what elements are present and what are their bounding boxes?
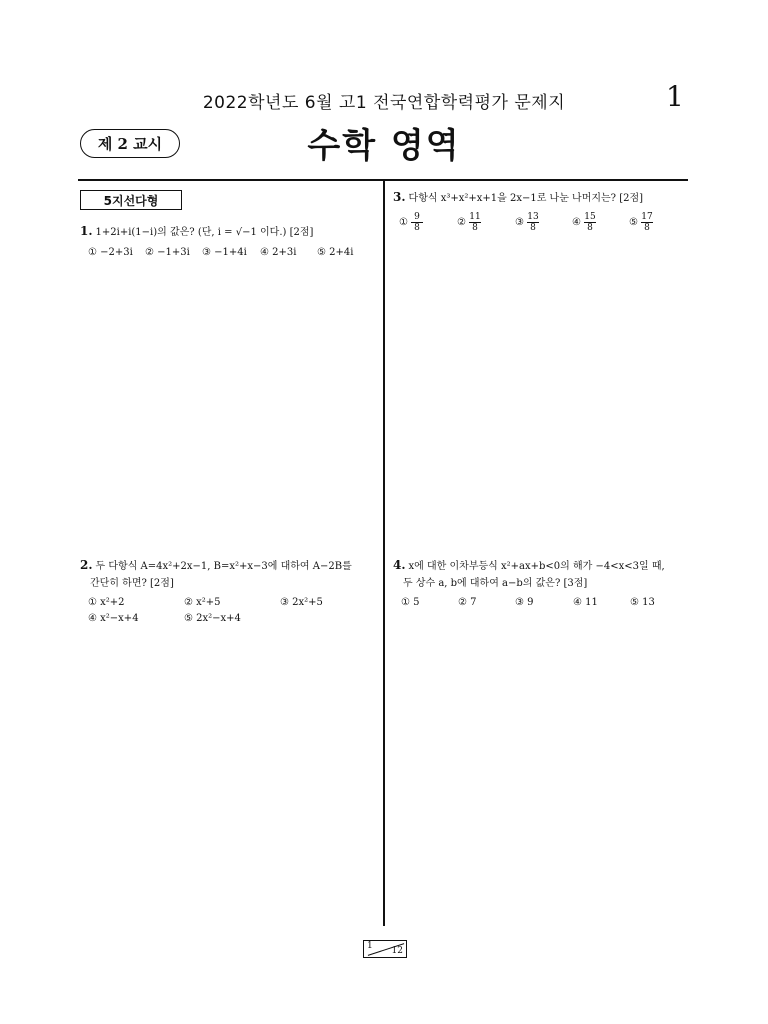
period-badge: 제 2 교시 xyxy=(80,129,180,158)
question-text: 다항식 x³+x²+x+1을 2x−1로 나눈 나머지는? [2점] xyxy=(408,193,644,204)
option-3: ③ 9 xyxy=(515,597,534,608)
question-3 xyxy=(393,189,643,207)
option-4: ④ 2+3i xyxy=(260,247,297,258)
option-5: ⑤ $\frac{17}{8}$ xyxy=(629,212,653,233)
option-5: ⑤ 2x²−x+4 xyxy=(184,613,241,624)
option-4: ④ $\frac{15}{8}$ xyxy=(572,212,596,233)
option-4: ④ 11 xyxy=(573,597,598,608)
subject-title: 수학 영역 xyxy=(307,126,461,166)
question-1 xyxy=(80,223,313,241)
total-pages: 12 xyxy=(391,946,403,956)
option-5: ⑤ 2+4i xyxy=(317,247,354,258)
question-text-line-2: 두 상수 a, b에 대하여 a−b의 값은? [3점] xyxy=(403,578,588,589)
exam-title: 2022학년도 6월 고1 전국연합학력평가 문제지 xyxy=(202,93,566,113)
question-text-line-1: 두 다항식 A=4x²+2x−1, B=x²+x−3에 대하여 A−2B를 xyxy=(95,561,352,572)
option-2: ② x²+5 xyxy=(184,597,221,608)
option-3: ③ 2x²+5 xyxy=(280,597,323,608)
question-number: 1. xyxy=(80,224,93,238)
question-4 xyxy=(393,557,693,592)
option-1: ① 5 xyxy=(401,597,420,608)
question-number: 2. xyxy=(80,558,93,572)
page-indicator xyxy=(363,940,407,958)
option-3: ③ −1+4i xyxy=(202,247,247,258)
option-2: ② 7 xyxy=(458,597,477,608)
option-1: ① $\frac{9}{8}$ xyxy=(399,212,420,233)
option-2: ② −1+3i xyxy=(145,247,190,258)
question-2 xyxy=(80,557,380,592)
question-number: 3. xyxy=(393,190,406,204)
option-1: ① −2+3i xyxy=(88,247,133,258)
question-text: 1+2i+i(1−i)의 값은? (단, i = √−1 이다.) [2점] xyxy=(95,227,314,238)
page-number: 1 xyxy=(666,80,684,113)
option-5: ⑤ 13 xyxy=(630,597,655,608)
option-4: ④ x²−x+4 xyxy=(88,613,139,624)
option-3: ③ $\frac{13}{8}$ xyxy=(515,212,539,233)
current-page: 1 xyxy=(367,941,373,951)
option-2: ② $\frac{11}{8}$ xyxy=(457,212,481,233)
question-number: 4. xyxy=(393,558,406,572)
option-1: ① x²+2 xyxy=(88,597,125,608)
column-divider xyxy=(383,181,385,926)
question-text-line-1: x에 대한 이차부등식 x²+ax+b<0의 해가 −4<x<3일 때, xyxy=(408,561,665,572)
question-text-line-2: 간단히 하면? [2점] xyxy=(90,578,174,589)
section-label: 5지선다형 xyxy=(80,190,182,210)
